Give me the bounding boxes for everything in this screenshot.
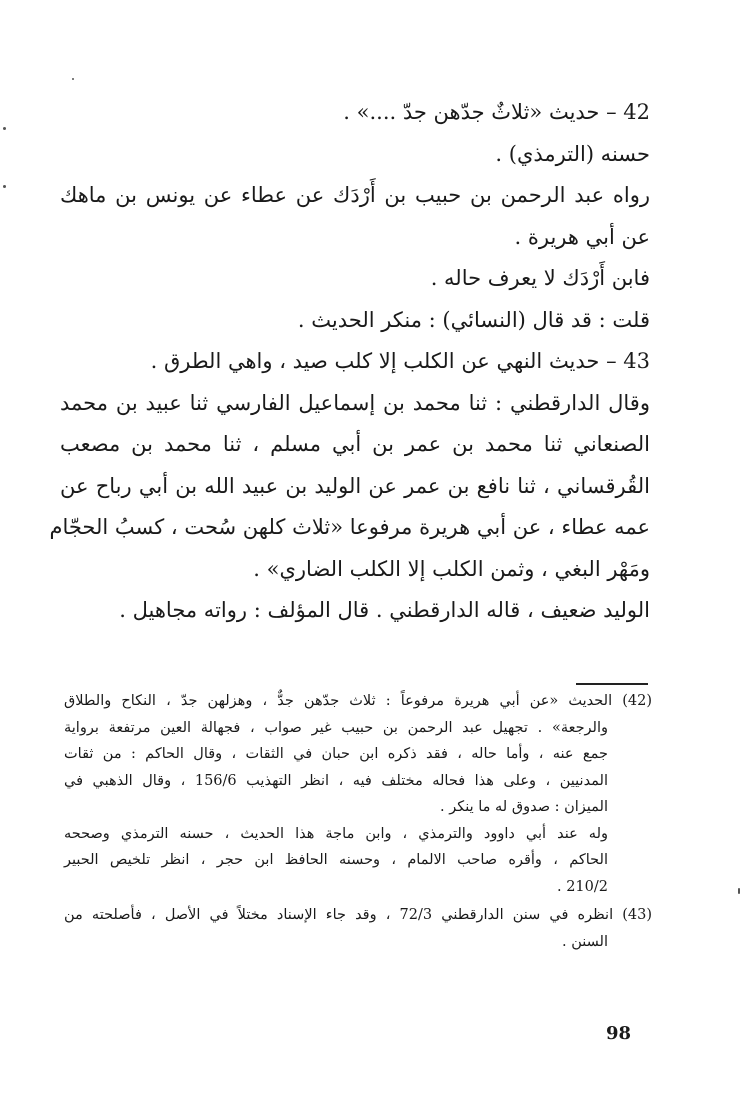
- scan-speck: [3, 185, 6, 188]
- main-text: [49, 92, 650, 632]
- footnote-42-line: وله عند أبي داوود والترمذي ، وابن ماجة هذا الحديث ، حسنه الترمذي وصححه: [64, 825, 608, 842]
- footnote-43-line: السنن .: [561, 933, 608, 950]
- footnote-42-line: المدنيين ، وعلى هذا فحاله مختلف فيه ، انظر التهذيب 156/6 ، وقال الذهبي في: [64, 772, 609, 789]
- page-number: 98: [606, 1023, 632, 1044]
- text-line: فابن أَرْدَك لا يعرف حاله .: [430, 266, 650, 290]
- footnote-42-line: 210/2 .: [556, 878, 608, 895]
- text-line: ومَهْر البغي ، وثمن الكلب إلا الكلب الضاري» .: [253, 556, 650, 581]
- scan-speck: [3, 127, 6, 130]
- footnotes: [64, 688, 652, 955]
- text-line: عمه عطاء ، عن أبي هريرة مرفوعا «ثلاث كلهن سُحت ، كسبُ الحجّام: [49, 515, 650, 539]
- footnote-42-line: (42) الحديث «عن أبي هريرة مرفوعاً : ثلاث جدّهن جدٌّ ، وهزلهن جدّ ، النكاح والطلاق: [64, 693, 652, 709]
- text-line: القُرقساني ، ثنا نافع بن عمر عن الوليد بن عبيد الله بن أبي رباح عن: [60, 473, 650, 498]
- text-line: رواه عبد الرحمن بن حبيب بن أَرْدَك عن عطاء عن يونس بن ماهك: [60, 183, 650, 207]
- text-line: عن أبي هريرة .: [514, 224, 650, 249]
- text-line-hadith-43-heading: 43 – حديث النهي عن الكلب إلا كلب صيد ، واهي الطرق .: [150, 349, 650, 373]
- text-line: قلت : قد قال (النسائي) : منكر الحديث .: [297, 307, 650, 332]
- footnote-43-line: (43) انظره في سنن الدارقطني 72/3 ، وقد جاء الإسناد مختلاً في الأصل ، فأصلحته من: [64, 907, 653, 923]
- scan-speck: [72, 78, 74, 80]
- text-line: وقال الدارقطني : ثنا محمد بن إسماعيل الفارسي ثنا عبيد بن محمد: [60, 390, 650, 415]
- scan-speck: [738, 888, 740, 894]
- footnote-42-line: الحاكم ، وأقره صاحب الالمام ، وحسنه الحافظ ابن حجر ، انظر تلخيص الحبير: [64, 852, 608, 868]
- footnote-42-line: الميزان : صدوق له ما ينكر .: [439, 799, 608, 815]
- footnote-42-line: والرجعة» . تجهيل عبد الرحمن بن حبيب غير صواب ، فجهالة العين مرتفعة برواية: [64, 719, 608, 736]
- text-line: حسنه (الترمذي) .: [495, 141, 650, 166]
- footnote-divider: [576, 683, 648, 685]
- text-line: الصنعاني ثنا محمد بن عمر بن أبي مسلم ، ثنا محمد بن مصعب: [60, 432, 650, 456]
- footnote-42-line: جمع عنه ، وأما حاله ، فقد ذكره ابن حبان في الثقات ، وقال الحاكم : من ثقات: [64, 746, 608, 762]
- text-line: الوليد ضعيف ، قاله الدارقطني . قال المؤلف : رواته مجاهيل .: [119, 598, 650, 622]
- text-line-hadith-42-heading: 42 – حديث «ثلاثٌ جدّهن جدّ ....» .: [343, 100, 650, 124]
